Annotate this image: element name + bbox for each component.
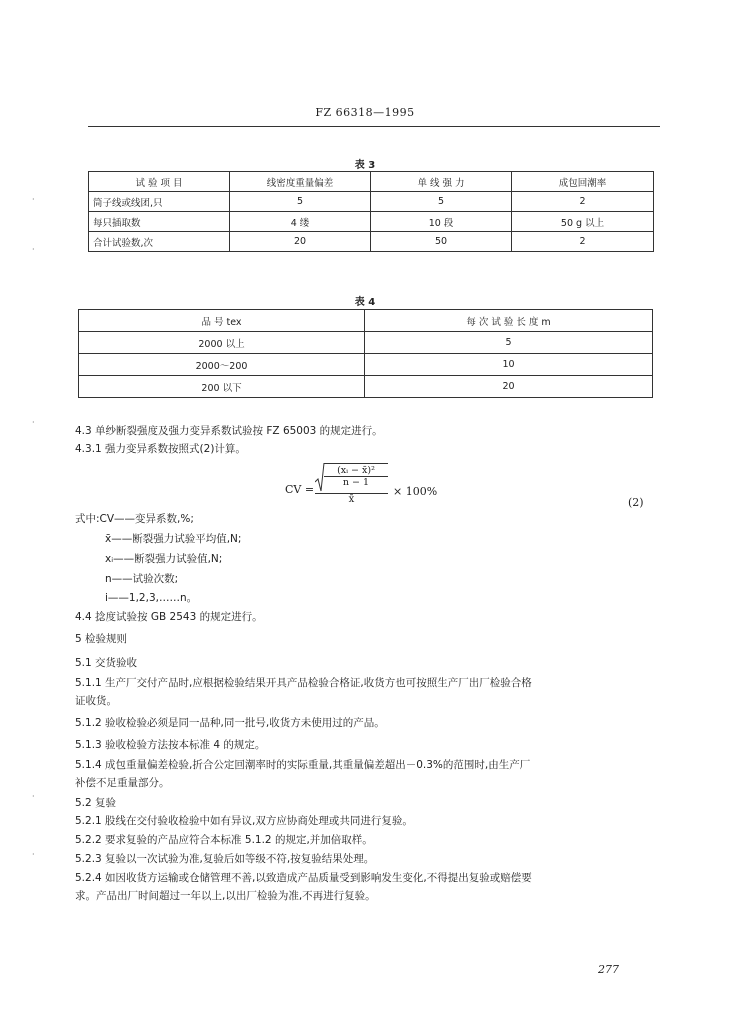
section-5: 5 检验规则: [75, 633, 128, 645]
section-4-3-1: 4.3.1 强力变异系数按照式(2)计算。: [75, 443, 246, 455]
document-header: FZ 66318—1995: [315, 106, 415, 119]
section-5-1-4: 5.1.4 成包重量偏差检验,折合公定回潮率时的实际重量,其重量偏差超出－0.3%的范围时,由生产厂: [75, 759, 531, 771]
where-item: i——1,2,3,……n。: [105, 592, 198, 604]
table3: [88, 171, 654, 252]
table-row: [79, 354, 653, 376]
section-5-2-4: 5.2.4 如因收货方运输或仓储管理不善,以致造成产品质量受到影响发生变化,不得提出复验或赔偿要: [75, 872, 532, 884]
section-5-1-1: 5.1.1 生产厂交付产品时,应根据检验结果开具产品检验合格证,收货方也可按照生产厂出厂检验合格: [75, 677, 532, 689]
table-header-cell: 成包回潮率: [512, 172, 654, 192]
table-header-cell: 每 次 试 验 长 度 m: [365, 310, 653, 332]
table-header-cell: 试 验 项 目: [89, 172, 230, 192]
where-item: n——试验次数;: [105, 573, 179, 585]
table-header-cell: 单 线 强 力: [371, 172, 512, 192]
table4-caption: 表 4: [354, 297, 376, 308]
table-cell: 筒子线或线团,只: [89, 192, 230, 212]
formula-numerator: (xᵢ − x̄)²: [324, 463, 388, 476]
section-5-1-4-cont: 补偿不足重量部分。: [75, 777, 170, 789]
table-cell: 20: [365, 376, 653, 398]
section-5-2-4-cont: 求。产品出厂时间超过一年以上,以出厂检验为准,不再进行复验。: [75, 890, 376, 902]
scan-speck: ·: [32, 418, 35, 427]
formula-percent: × 100%: [393, 485, 438, 498]
section-5-1-2: 5.1.2 验收检验必须是同一品种,同一批号,收货方未使用过的产品。: [75, 717, 385, 729]
table-cell: 50: [371, 232, 512, 252]
table-cell: 每只插取数: [89, 212, 230, 232]
scan-speck: ·: [32, 792, 35, 801]
radicand: [324, 463, 388, 488]
section-5-1-3: 5.1.3 验收检验方法按本标准 4 的规定。: [75, 739, 266, 751]
table4: [78, 309, 653, 398]
table-cell: 合计试验数,次: [89, 232, 230, 252]
formula-denominator: x̄: [315, 493, 388, 505]
section-5-1: 5.1 交货验收: [75, 657, 138, 669]
table3-caption: 表 3: [354, 160, 376, 171]
table-cell: 20: [230, 232, 371, 252]
table-cell: 2: [512, 192, 654, 212]
scan-speck: ·: [32, 245, 35, 254]
section-5-2-1: 5.2.1 股线在交付验收检验中如有异议,双方应协商处理或共同进行复验。: [75, 815, 413, 827]
table-row: [89, 172, 654, 192]
scan-speck: ·: [32, 850, 35, 859]
table-row: [79, 376, 653, 398]
table-row: [89, 212, 654, 232]
where-clause: 式中:CV——变异系数,%;: [75, 513, 194, 525]
table-cell: 5: [230, 192, 371, 212]
section-5-2: 5.2 复验: [75, 797, 117, 809]
formula-number: (2): [628, 496, 644, 509]
table-header-cell: 品 号 tex: [79, 310, 365, 332]
scan-speck: ·: [32, 195, 35, 204]
table-cell: 5: [365, 332, 653, 354]
where-item: x̄——断裂强力试验平均值,N;: [105, 533, 242, 545]
table-header-cell: 线密度重量偏差: [230, 172, 371, 192]
table-cell: 10 段: [371, 212, 512, 232]
table-cell: 2000～200: [79, 354, 365, 376]
section-4-4: 4.4 捻度试验按 GB 2543 的规定进行。: [75, 611, 263, 623]
section-5-2-2: 5.2.2 要求复验的产品应符合本标准 5.1.2 的规定,并加倍取样。: [75, 834, 373, 846]
formula-inner-denominator: n − 1: [324, 476, 388, 488]
section-4-3: 4.3 单纱断裂强度及强力变异系数试验按 FZ 65003 的规定进行。: [75, 425, 383, 437]
table-row: [79, 310, 653, 332]
formula-cv: [285, 462, 475, 510]
table-row: [89, 192, 654, 212]
table-cell: 4 缕: [230, 212, 371, 232]
table-cell: 50 g 以上: [512, 212, 654, 232]
header-rule: [88, 126, 660, 127]
formula-lhs: CV =: [285, 483, 315, 496]
where-item: xᵢ——断裂强力试验值,N;: [105, 553, 223, 565]
section-5-1-1-cont: 证收货。: [75, 695, 117, 707]
table-cell: 200 以下: [79, 376, 365, 398]
table-cell: 2: [512, 232, 654, 252]
table-row: [89, 232, 654, 252]
section-5-2-3: 5.2.3 复验以一次试验为准,复验后如等级不符,按复验结果处理。: [75, 853, 375, 865]
table-cell: 10: [365, 354, 653, 376]
table-cell: 2000 以上: [79, 332, 365, 354]
table-row: [79, 332, 653, 354]
table-cell: 5: [371, 192, 512, 212]
page-number: 277: [598, 963, 619, 976]
